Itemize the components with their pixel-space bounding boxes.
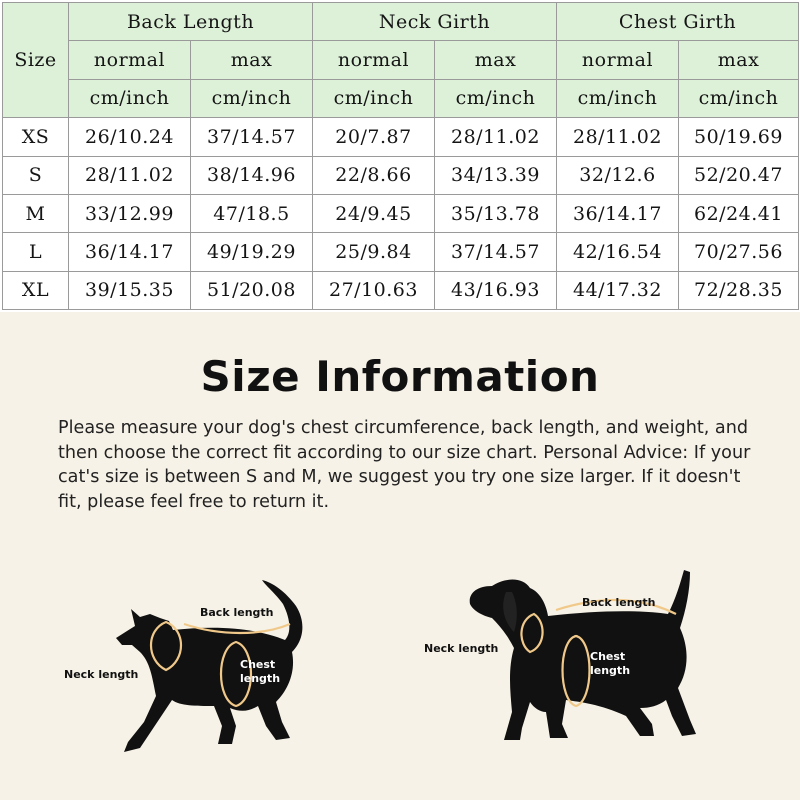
- size-chart: [0, 0, 800, 312]
- table-cell: 42/16.54: [557, 233, 679, 271]
- subheader-cell: max: [191, 41, 313, 79]
- table-cell: 20/7.87: [313, 118, 435, 156]
- dog-length-label: length: [590, 664, 631, 677]
- unit-cell: cm/inch: [191, 79, 313, 117]
- table-cell: 34/13.39: [435, 156, 557, 194]
- table-cell: 36/14.17: [69, 233, 191, 271]
- subheader-cell: max: [435, 41, 557, 79]
- subheader-cell: max: [679, 41, 799, 79]
- size-table: [2, 2, 799, 310]
- table-cell: 35/13.78: [435, 194, 557, 232]
- table-cell: 37/14.57: [191, 118, 313, 156]
- unit-cell: cm/inch: [435, 79, 557, 117]
- table-cell: 37/14.57: [435, 233, 557, 271]
- table-row: [3, 194, 799, 232]
- table-cell: 52/20.47: [679, 156, 799, 194]
- subheader-cell: normal: [557, 41, 679, 79]
- table-cell: 26/10.24: [69, 118, 191, 156]
- cat-chest-label: Chest: [240, 658, 276, 671]
- table-row: [3, 118, 799, 156]
- table-row: [3, 233, 799, 271]
- table-row: [3, 156, 799, 194]
- table-cell: 24/9.45: [313, 194, 435, 232]
- row-size-label: XL: [3, 271, 69, 309]
- row-size-label: L: [3, 233, 69, 271]
- table-cell: 51/20.08: [191, 271, 313, 309]
- dog-neck-length-label: Neck length: [424, 642, 499, 655]
- unit-cell: cm/inch: [557, 79, 679, 117]
- unit-cell: cm/inch: [313, 79, 435, 117]
- dog-chest-label: Chest: [590, 650, 626, 663]
- measurement-illustrations: [0, 312, 800, 800]
- table-row: [3, 271, 799, 309]
- table-cell: 49/19.29: [191, 233, 313, 271]
- subheader-cell: normal: [69, 41, 191, 79]
- group-header-back-length: Back Length: [69, 3, 313, 41]
- table-cell: 44/17.32: [557, 271, 679, 309]
- table-cell: 32/12.6: [557, 156, 679, 194]
- table-cell: 38/14.96: [191, 156, 313, 194]
- table-cell: 39/15.35: [69, 271, 191, 309]
- row-size-label: S: [3, 156, 69, 194]
- cat-back-length-label: Back length: [200, 606, 274, 619]
- table-cell: 25/9.84: [313, 233, 435, 271]
- row-size-label: XS: [3, 118, 69, 156]
- cat-length-label: length: [240, 672, 281, 685]
- table-cell: 22/8.66: [313, 156, 435, 194]
- dog-back-length-label: Back length: [582, 596, 656, 609]
- measure-instructions: Please measure your dog's chest circumference, back length, and weight, and then choose the correct fit according to our size chart. Personal Advice: If your cat's size is between S and M, we suggest you try one size larger. If it doesn't fit, please feel free to return it.: [58, 418, 751, 512]
- cat-neck-length-label: Neck length: [64, 668, 139, 681]
- group-header-chest-girth: Chest Girth: [557, 3, 799, 41]
- table-cell: 28/11.02: [557, 118, 679, 156]
- table-cell: 43/16.93: [435, 271, 557, 309]
- section-title: Size Information: [200, 352, 600, 401]
- table-cell: 62/24.41: [679, 194, 799, 232]
- table-cell: 28/11.02: [69, 156, 191, 194]
- dog-illustration: [424, 570, 696, 740]
- size-column-header: Size: [3, 3, 69, 118]
- group-header-neck-girth: Neck Girth: [313, 3, 557, 41]
- table-cell: 28/11.02: [435, 118, 557, 156]
- cat-illustration: [64, 580, 302, 752]
- table-cell: 36/14.17: [557, 194, 679, 232]
- subheader-cell: normal: [313, 41, 435, 79]
- table-cell: 47/18.5: [191, 194, 313, 232]
- table-cell: 70/27.56: [679, 233, 799, 271]
- table-cell: 72/28.35: [679, 271, 799, 309]
- row-size-label: M: [3, 194, 69, 232]
- unit-cell: cm/inch: [69, 79, 191, 117]
- table-cell: 50/19.69: [679, 118, 799, 156]
- unit-cell: cm/inch: [679, 79, 799, 117]
- table-cell: 27/10.63: [313, 271, 435, 309]
- table-cell: 33/12.99: [69, 194, 191, 232]
